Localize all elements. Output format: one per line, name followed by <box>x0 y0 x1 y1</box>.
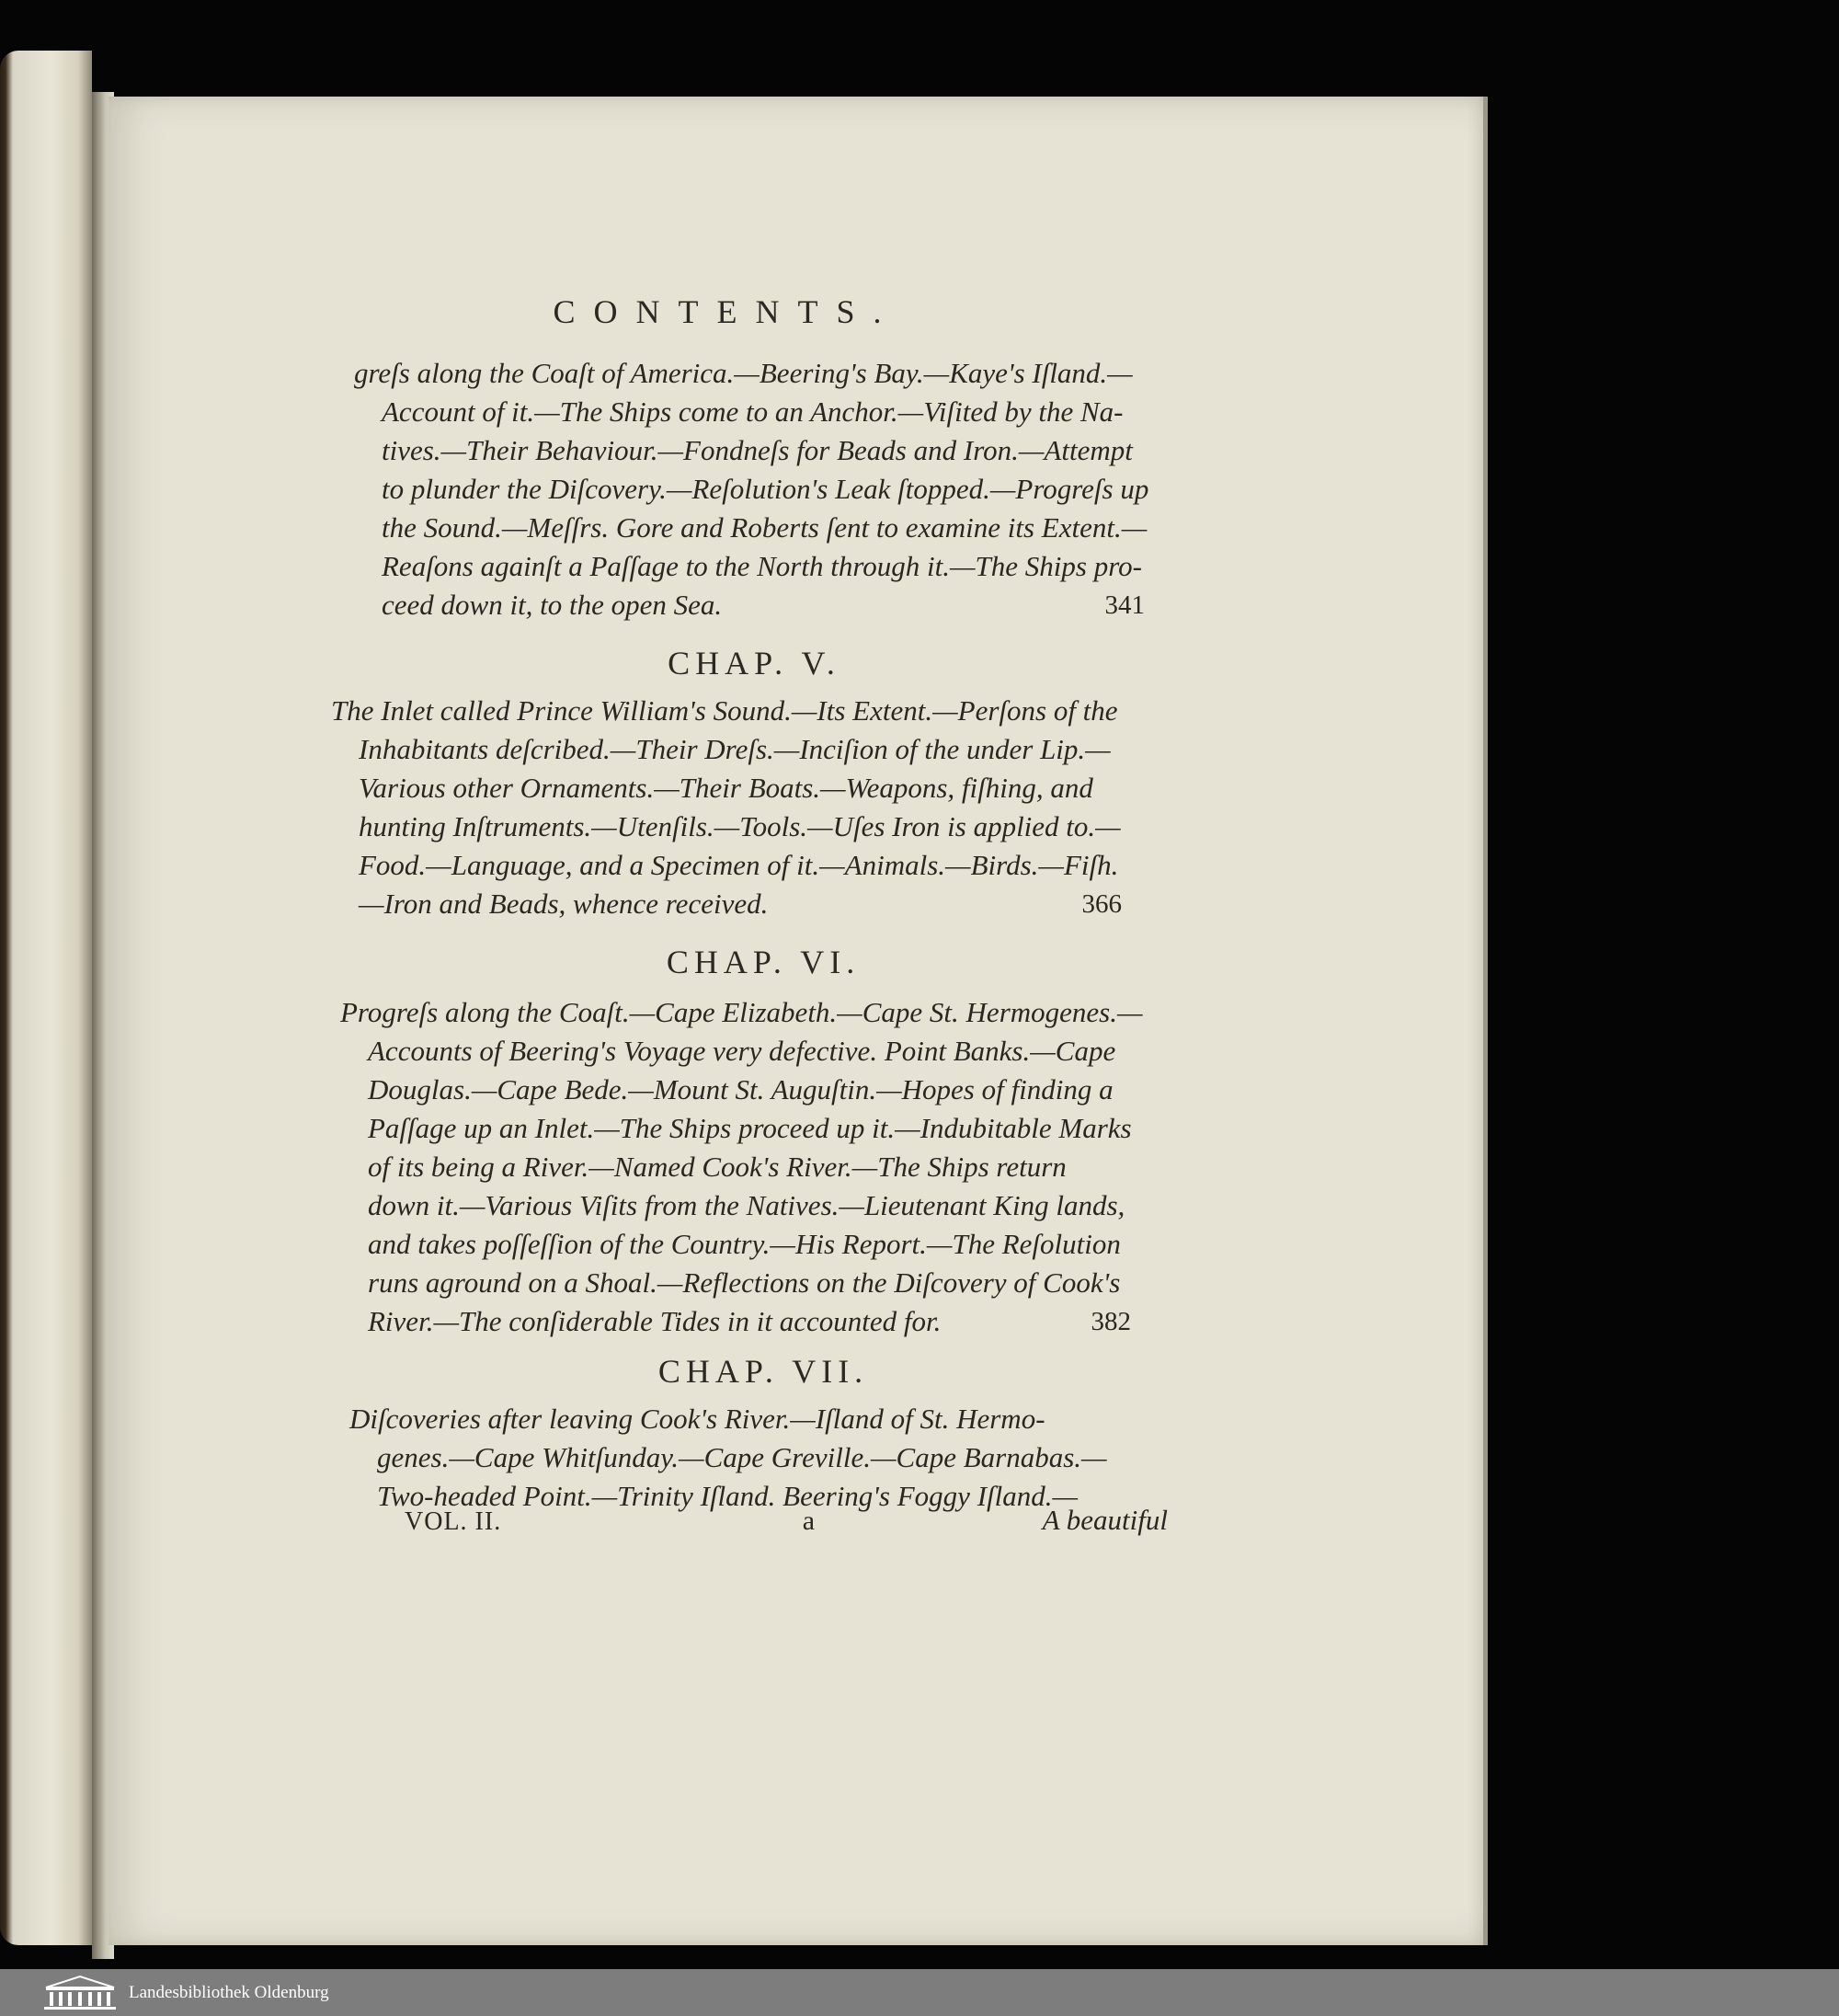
chapter-heading-v: CHAP. V. <box>668 645 840 682</box>
entry-line <box>340 1109 1131 1148</box>
entry-line-text: Various other Ornaments.—Their Boats.—Weapons, fiſhing, and <box>359 772 1093 804</box>
entry-line <box>349 1438 1140 1477</box>
left-page-edge <box>0 51 92 1945</box>
page-number: 366 <box>1081 889 1122 919</box>
entry-line <box>340 1302 1131 1341</box>
entry-line-text: Two-headed Point.—Trinity Iſland. Beering's Foggy Iſland.— <box>377 1480 1079 1512</box>
entry-line <box>340 1148 1131 1186</box>
brand-name: Landesbibliothek Oldenburg <box>129 1982 329 2002</box>
entry-line-text: River.—The conſiderable Tides in it accounted for. <box>368 1305 942 1337</box>
catchword: A beautiful <box>1042 1504 1168 1536</box>
contents-entry-chap-v <box>331 692 1122 923</box>
entry-line <box>354 586 1145 624</box>
entry-line <box>340 993 1143 1032</box>
entry-line <box>331 846 1122 885</box>
entry-line-text: ceed down it, to the open Sea. <box>382 589 723 621</box>
entry-line-text: to plunder the Diſcovery.—Reſolution's Leak ſtopped.—Progreſs up <box>382 473 1149 505</box>
entry-line-text: of its being a River.—Named Cook's River.—The Ships return <box>368 1151 1067 1183</box>
entry-line-text: the Sound.—Meſſrs. Gore and Roberts ſent to examine its Extent.— <box>382 511 1148 544</box>
entry-line-text: Account of it.—The Ships come to an Anchor.—Viſited by the Na- <box>382 395 1124 428</box>
entry-line-text: Progreſs along the Coaſt.—Cape Elizabeth.—Cape St. Hermogenes.— <box>340 996 1143 1028</box>
entry-line-text: Douglas.—Cape Bede.—Mount St. Auguſtin.—Hopes of finding a <box>368 1073 1114 1105</box>
entry-line-text: Diſcoveries after leaving Cook's River.—Iſland of St. Hermo- <box>349 1403 1045 1435</box>
entry-line-text: The Inlet called Prince William's Sound.—Its Extent.—Perſons of the <box>331 694 1118 727</box>
entry-line-text: Reaſons againſt a Paſſage to the North through it.—The Ships pro- <box>382 550 1142 582</box>
entry-line-text: hunting Inſtruments.—Utenſils.—Tools.—Uſes Iron is applied to.— <box>359 810 1121 842</box>
entry-line-text: Paſſage up an Inlet.—The Ships proceed up it.—Indubitable Marks <box>368 1112 1132 1144</box>
entry-line-text: greſs along the Coaſt of America.—Beering's Bay.—Kaye's Iſland.— <box>354 357 1133 389</box>
entry-line <box>340 1071 1131 1109</box>
entry-line <box>340 1186 1131 1225</box>
entry-line <box>354 547 1145 586</box>
entry-line <box>331 692 1122 730</box>
entry-line <box>340 1225 1131 1264</box>
running-head: CONTENTS. <box>553 293 900 330</box>
entry-line-text: tives.—Their Behaviour.—Fondneſs for Beads and Iron.—Attempt <box>382 434 1133 466</box>
entry-line <box>331 769 1122 808</box>
entry-line-text: and takes poſſeſſion of the Country.—His Report.—The Reſolution <box>368 1228 1121 1260</box>
entry-line-text: Inhabitants deſcribed.—Their Dreſs.—Inciſion of the under Lip.— <box>359 733 1111 765</box>
entry-line-text: genes.—Cape Whitſunday.—Cape Greville.—Cape Barnabas.— <box>377 1441 1107 1473</box>
page-edge <box>1483 97 1488 1945</box>
entry-line <box>354 393 1145 431</box>
contents-entry-chap-vii <box>349 1400 1140 1516</box>
page-number: 341 <box>1104 590 1145 620</box>
entry-line <box>354 354 1145 393</box>
contents-entry-continuation <box>354 354 1149 624</box>
entry-line-text: runs aground on a Shoal.—Reflections on the Diſcovery of Cook's <box>368 1266 1121 1299</box>
entry-line <box>354 431 1145 470</box>
chapter-heading-vii: CHAP. VII. <box>657 1353 869 1390</box>
entry-line <box>331 885 1122 923</box>
entry-line-text: down it.—Various Viſits from the Natives.—Lieutenant King lands, <box>368 1189 1125 1221</box>
entry-line <box>331 808 1122 846</box>
brand-bar <box>0 1969 1839 2016</box>
entry-line <box>331 730 1122 769</box>
library-building-logo-icon <box>40 1975 120 2011</box>
chapter-heading-vi: CHAP. VI. <box>666 944 861 980</box>
page-number: 382 <box>1091 1307 1131 1336</box>
entry-line <box>354 509 1148 547</box>
entry-line <box>354 470 1149 509</box>
contents-entry-chap-vi <box>340 993 1143 1341</box>
entry-line <box>340 1032 1131 1071</box>
entry-line <box>349 1400 1140 1438</box>
entry-line-text: Accounts of Beering's Voyage very defective. Point Banks.—Cape <box>368 1035 1116 1067</box>
signature-mark: a <box>802 1506 816 1536</box>
entry-line-text: —Iron and Beads, whence received. <box>359 888 769 920</box>
entry-line-text: Food.—Language, and a Specimen of it.—Animals.—Birds.—Fiſh. <box>359 849 1119 881</box>
entry-line <box>340 1264 1131 1302</box>
page-footer <box>405 1504 1168 1537</box>
volume-label: VOL. II. <box>405 1507 502 1536</box>
